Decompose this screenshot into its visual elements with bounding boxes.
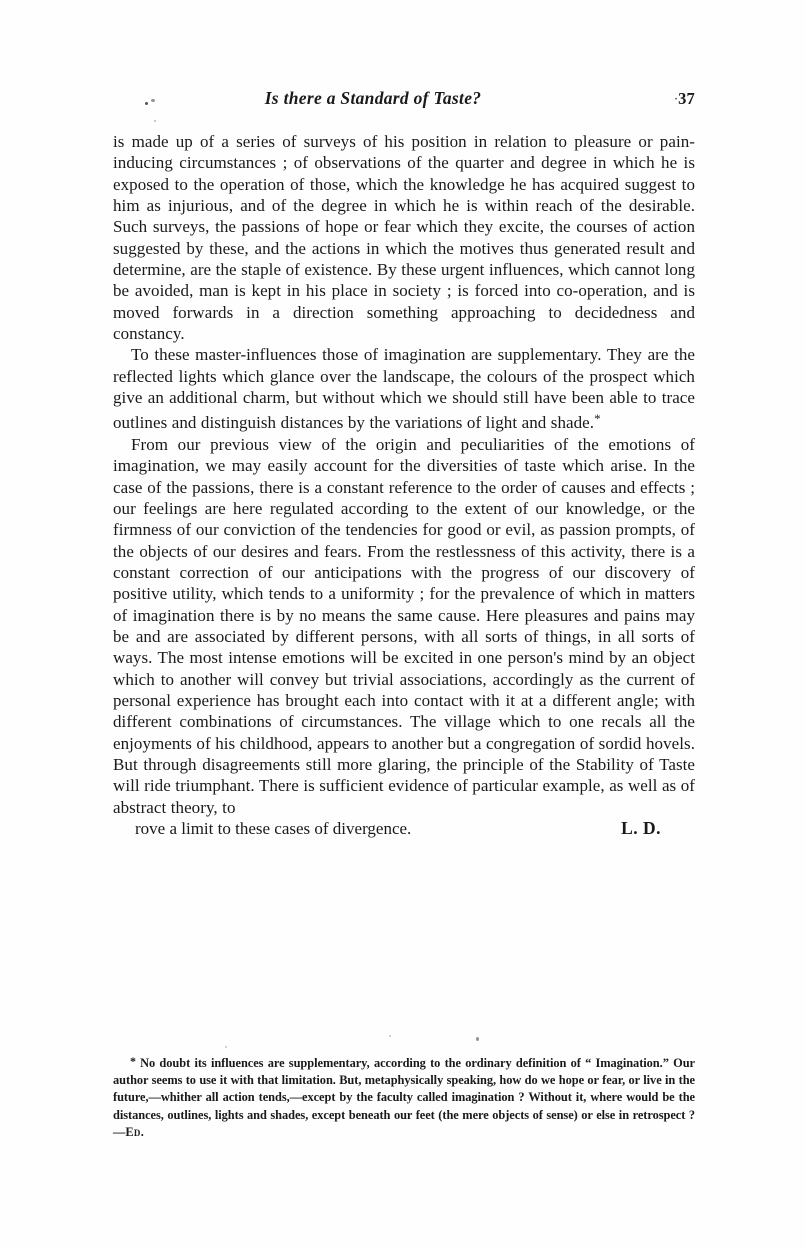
paragraph-1: is made up of a series of surveys of his position in relation to pleasure or pain-inducing circumstances ; of observations of the quarter and degree in which he is exposed to the operation of those, which the knowledge he has acquired suggest to him as injurious, and of the degree in which he is within reach of the desirable. Such surveys, the passions of hope or fear which they excite, the courses of action suggested by these, and the actions in which the motives thus generated result and determine, are the staple of existence. By these urgent influences, which cannot long be avoided, man is kept in his place in society ; is forced into co-operation, and is moved forwards in a direction something approaching to decidedness and constancy. xyxy=(113,132,695,344)
scan-speck xyxy=(154,120,156,122)
paragraph-2 xyxy=(113,344,695,433)
footnote-1 xyxy=(113,1053,695,1141)
footnote-signoff: Ed. xyxy=(125,1124,145,1139)
page-folio xyxy=(674,89,695,109)
closing-line xyxy=(113,818,695,839)
closing-text: rove a limit to these cases of divergence. xyxy=(135,819,412,838)
running-head xyxy=(113,88,695,114)
scan-speck xyxy=(225,1046,227,1048)
folio-mark: · xyxy=(674,93,679,105)
footnote-marker: * xyxy=(130,1054,141,1068)
author-signature: L. D. xyxy=(621,818,661,838)
page-title: Is there a Standard of Taste? xyxy=(264,88,482,108)
scan-speck xyxy=(476,1037,479,1041)
footnote-text: No doubt its influences are supplementary, according to the ordinary definition of “ Imagination.” Our author seems to use it with that limitation. But, metaphysically speaking, how do we hope or fear, or live in the future,—whither all action tends,—except by the faculty called imagination ? Without it, where would be the distances, outlines, lights and shades, except beneath our feet (the mere objects of sense) or else in retrospect ?— xyxy=(113,1056,695,1139)
footnote-block xyxy=(113,1053,695,1141)
folio-number: 37 xyxy=(678,89,695,108)
footnote-reference-marker: * xyxy=(594,411,601,427)
paragraph-2-text: To these master-influences those of imagination are supplementary. They are the reflected lights which glance over the landscape, the colours of the prospect which give an additional charm, but without which we should still have been able to trace outlines and distinguish distances by the variations of light and shade. xyxy=(113,345,695,433)
body-text-block xyxy=(113,131,695,839)
paragraph-3: From our previous view of the origin and peculiarities of the emotions of imagination, we may easily account for the diversities of taste which arise. In the case of the passions, there is a constant reference to the order of causes and effects ; our feelings are here regulated according to the extent of our knowledge, or the firmness of our conviction of the tendencies for good or evil, as passion prompts, of the objects of our desires and fears. From the restlessness of this activity, there is a constant correction of our anticipations with the progress of our discovery of positive utility, which tends to a uniformity ; for the prevalence of which in matters of imagination there is by no means the same cause. Here pleasures and pains may be and are associated by different persons, with all sorts of things, in all sorts of ways. The most intense emotions will be excited in one person's mind by an object which to another will convey but trivial associations, accordingly as the current of personal experience has brought each into contact with it at a different angle; with different combinations of circumstances. The village which to one recals all the enjoyments of his childhood, appears to another but a congregation of sordid hovels. But through disagreements still more glaring, the principle of the Stability of Taste will ride triumphant. There is sufficient evidence of particular example, as well as of abstract theory, to xyxy=(113,434,695,817)
scan-speck xyxy=(389,1035,391,1037)
